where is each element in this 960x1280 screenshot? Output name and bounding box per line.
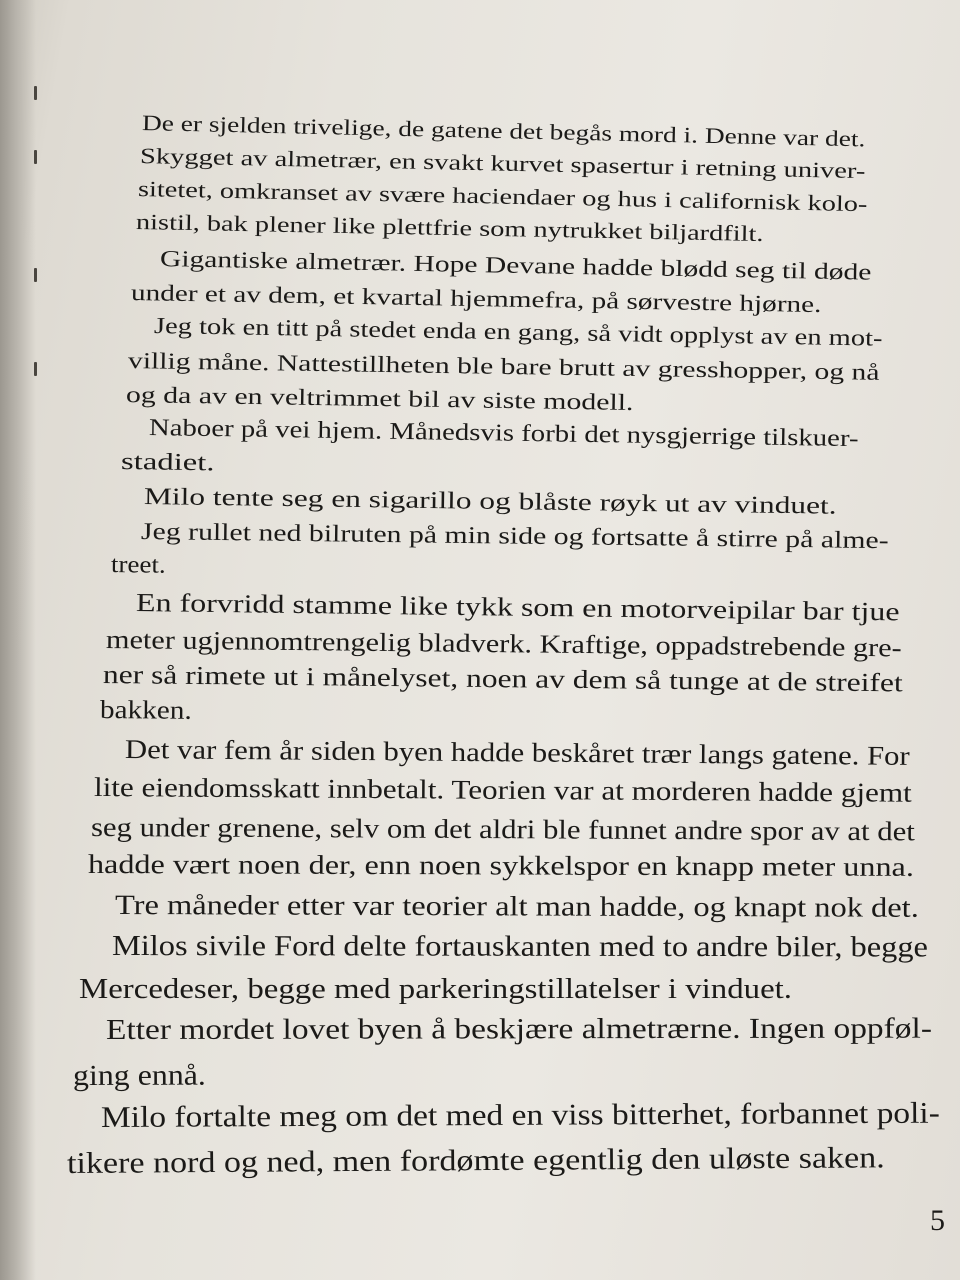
text-line: hadde vært noen der, enn noen sykkelspor en knapp meter unna. — [87, 849, 914, 882]
text-line: De er sjelden trivelige, de gatene det begås mord i. Denne var det. — [141, 110, 866, 152]
text-line: Skygget av almetrær, en svakt kurvet spasertur i retning univer- — [139, 143, 866, 184]
text-line: Tre måneder etter var teorier alt man hadde, og knapt nok det. — [114, 890, 919, 924]
text-line: ging ennå. — [72, 1059, 206, 1092]
text-line: seg under grenene, selv om det aldri ble funnet andre spor av at det — [90, 812, 915, 847]
text-line: villig måne. Nattestillheten ble bare brutt av gresshopper, og nå — [127, 348, 880, 385]
text-line: tikere nord og ned, men fordømte egentlig den uløste saken. — [66, 1141, 885, 1180]
text-line: meter ugjennomtrengelig bladverk. Kraftige, oppadstrebende gre- — [105, 625, 902, 663]
text-line: Jeg tok en titt på stedet enda en gang, så vidt opplyst av en mot- — [153, 313, 883, 351]
text-line: Milo fortalte meg om det med en viss bitterhet, forbannet poli- — [100, 1096, 940, 1134]
text-line: Det var fem år siden byen hadde beskåret trær langs gatene. For — [124, 734, 910, 771]
text-line: Gigantiske almetrær. Hope Devane hadde blødd seg til døde — [159, 246, 872, 285]
text-line: lite eiendomsskatt innbetalt. Teorien var at morderen hadde gjemt — [93, 772, 912, 808]
text-line: under et av dem, et kvartal hjemmefra, på sørvestre hjørne. — [130, 280, 822, 318]
text-line: En forvridd stamme like tykk som en motorveipilar bar tjue — [135, 588, 900, 627]
page-number: 5 — [930, 1204, 945, 1237]
text-line: ner så rimete ut i månelyset, noen av dem så tunge at de streifet — [102, 660, 903, 698]
text-line: sitetet, omkranset av svære haciendaer og hus i californisk kolo- — [137, 176, 868, 217]
text-line: Milo tente seg en sigarillo og blåste røyk ut av vinduet. — [143, 484, 837, 520]
text-line: bakken. — [99, 695, 192, 725]
text-line: Milos sivile Ford delte fortauskanten med to andre biler, begge — [111, 930, 928, 964]
text-line: Mercedeser, begge med parkeringstillatelser i vinduet. — [79, 973, 793, 1005]
text-line: Jeg rullet ned bilruten på min side og fortsatte å stirre på alme- — [140, 519, 889, 555]
text-line: nistil, bak plener like plettfrie som nytrukket biljardfilt. — [135, 209, 764, 247]
text-line: og da av en veltrimmet bil av siste modell. — [125, 382, 634, 415]
text-line: treet. — [110, 552, 166, 579]
text-line: Etter mordet lovet byen å beskjære almetrærne. Ingen oppføl- — [105, 1012, 932, 1046]
text-line: stadiet. — [120, 449, 215, 477]
text-line: Naboer på vei hjem. Månedsvis forbi det nysgjerrige tilskuer- — [148, 415, 859, 453]
